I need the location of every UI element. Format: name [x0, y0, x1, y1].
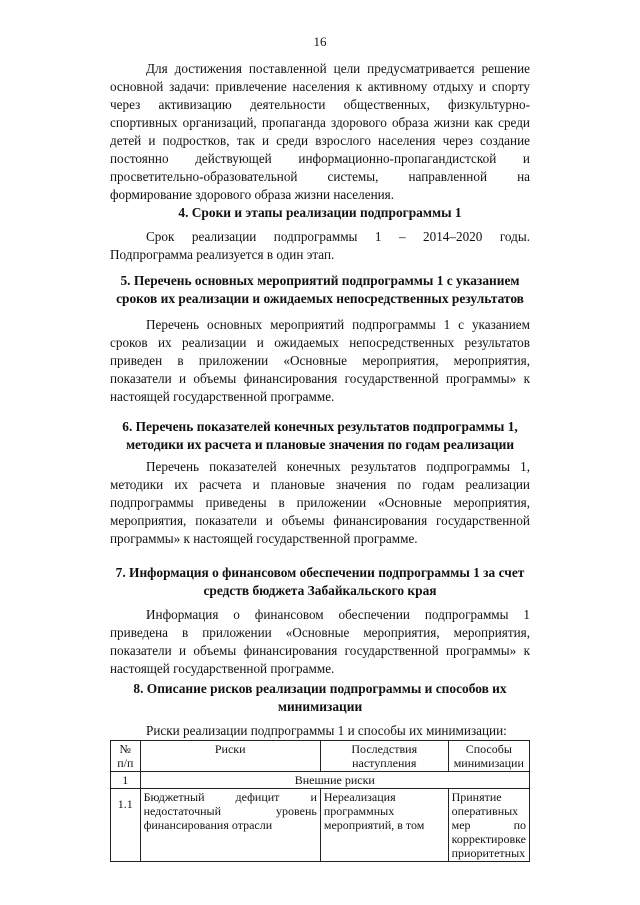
header-consequences: Последствия наступления [320, 741, 448, 772]
section-4 [110, 204, 530, 264]
intro-paragraph-block [110, 60, 530, 204]
group-num: 1 [111, 772, 141, 789]
section-8 [110, 680, 530, 740]
header-num: № п/п [111, 741, 141, 772]
header-risks: Риски [140, 741, 320, 772]
row-mitigation: Принятие оперативных мер по корректировке приоритетных [448, 789, 529, 862]
section-4-text: Срок реализации подпрограммы 1 – 2014–2020 годы. Подпрограмма реализуется в один этап. [110, 229, 530, 262]
section-7-heading: 7. Информация о финансовом обеспечении подпрограммы 1 за счет средств бюджета Забайкальского края [115, 565, 525, 598]
header-mitigation: Способы минимизации [448, 741, 529, 772]
table-group-row [111, 772, 530, 789]
section-5-text: Перечень основных мероприятий подпрограммы 1 с указанием сроков их реализации и ожидаемых непосредственных результатов приведен в приложении «Основные мероприятия, мероприятия, показатели и объемы финансирования государственной программы» к настоящей государственной программе. [110, 317, 530, 404]
section-7 [110, 564, 530, 678]
section-8-heading: 8. Описание рисков реализации подпрограммы и способов их минимизации [133, 681, 507, 714]
row-risk: Бюджетный дефицит и недостаточный уровень финансирования отрасли [140, 789, 320, 862]
risks-table-wrap [110, 740, 530, 862]
section-8-text: Риски реализации подпрограммы 1 и способы их минимизации: [146, 723, 507, 738]
section-7-text: Информация о финансовом обеспечении подпрограммы 1 приведена в приложении «Основные мероприятия, мероприятия, показатели и объемы финансирования государственной программы» к настоящей государственной программе. [110, 607, 530, 676]
table-row [111, 789, 530, 862]
section-6-text: Перечень показателей конечных результатов подпрограммы 1, методики их расчета и плановые значения по годам реализации подпрограммы приведены в приложении «Основные мероприятия, мероприятия, показатели и объемы финансирования государственной программы» к настоящей государственной программе. [110, 459, 530, 546]
table-header-row [111, 741, 530, 772]
risks-table [110, 740, 530, 862]
section-6-heading: 6. Перечень показателей конечных результатов подпрограммы 1, методики их расчета и плановые значения по годам реализации [122, 419, 518, 452]
row-num: 1.1 [111, 789, 141, 862]
intro-paragraph: Для достижения поставленной цели предусматривается решение основной задачи: привлечение населения к активному отдыху и спорту через активизацию деятельности общественных, физкультурно-спортивных организаций, пропаганда здорового образа жизни как среди детей и подростков, так и среди взрослого населения через создание постоянно действующей информационно-пропагандистской и просветительно-образовательной системы, направленной на формирование здорового образа жизни населения. [110, 61, 530, 202]
section-4-heading: 4. Сроки и этапы реализации подпрограммы 1 [178, 205, 462, 220]
row-consequence: Нереализация программных мероприятий, в том [320, 789, 448, 862]
section-5 [110, 272, 530, 406]
section-5-heading: 5. Перечень основных мероприятий подпрограммы 1 с указанием сроков их реализации и ожидаемых непосредственных результатов [116, 273, 524, 306]
page-number: 16 [313, 34, 327, 49]
section-6 [110, 418, 530, 548]
group-label: Внешние риски [140, 772, 529, 789]
